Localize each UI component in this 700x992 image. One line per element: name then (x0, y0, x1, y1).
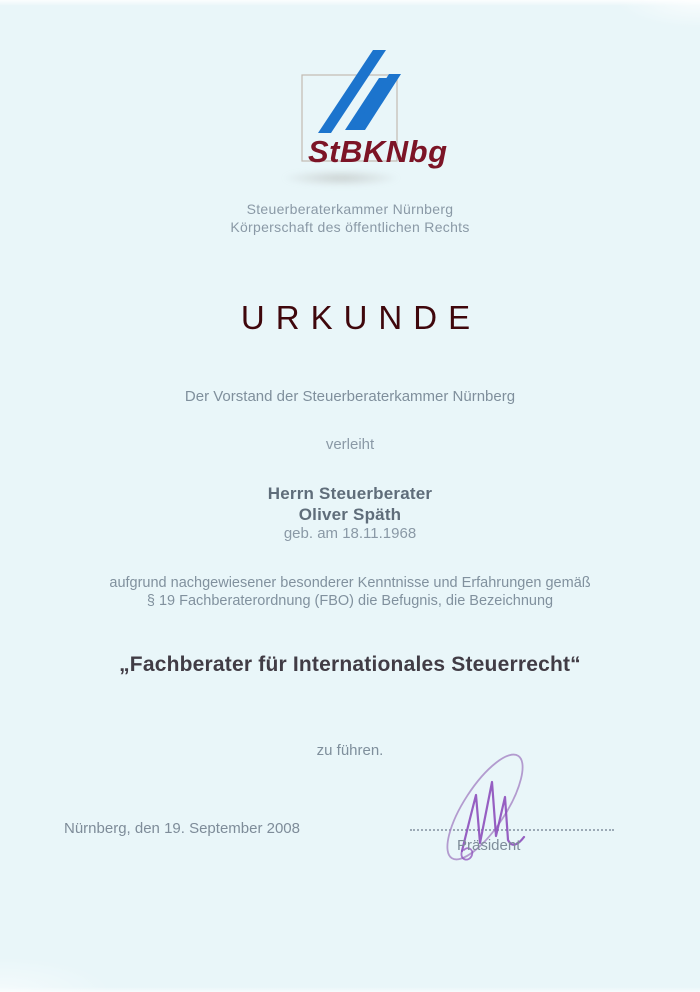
document-title: URKUNDE (240, 299, 482, 336)
org-type-line: Körperschaft des öffentlichen Rechts (230, 219, 470, 235)
reason-line-1: aufgrund nachgewiesener besonderer Kenntnisse und Erfahrungen gemäß (109, 575, 591, 591)
grants-word: verleiht (325, 436, 375, 453)
org-name-line: Steuerberaterkammer Nürnberg (246, 201, 454, 217)
logo-wordmark: StBKNbg (308, 134, 448, 169)
stbk-logo (295, 46, 465, 171)
closing-line: zu führen. (316, 742, 384, 759)
recipient-birthdate: geb. am 18.11.1968 (283, 525, 417, 542)
signature-icon (420, 748, 545, 873)
recipient-name: Oliver Späth (298, 505, 402, 524)
scan-smudge (282, 170, 400, 186)
award-title: „Fachberater für Internationales Steuerrecht“ (119, 653, 581, 676)
recipient-salutation: Herrn Steuerberater (267, 484, 433, 503)
place-date: Nürnberg, den 19. September 2008 (64, 820, 300, 837)
issuer-line: Der Vorstand der Steuerberaterkammer Nürnberg (184, 388, 516, 405)
reason-line-2: § 19 Fachberaterordnung (FBO) die Befugnis, die Bezeichnung (146, 593, 554, 609)
signer-role: Präsident (457, 837, 521, 854)
